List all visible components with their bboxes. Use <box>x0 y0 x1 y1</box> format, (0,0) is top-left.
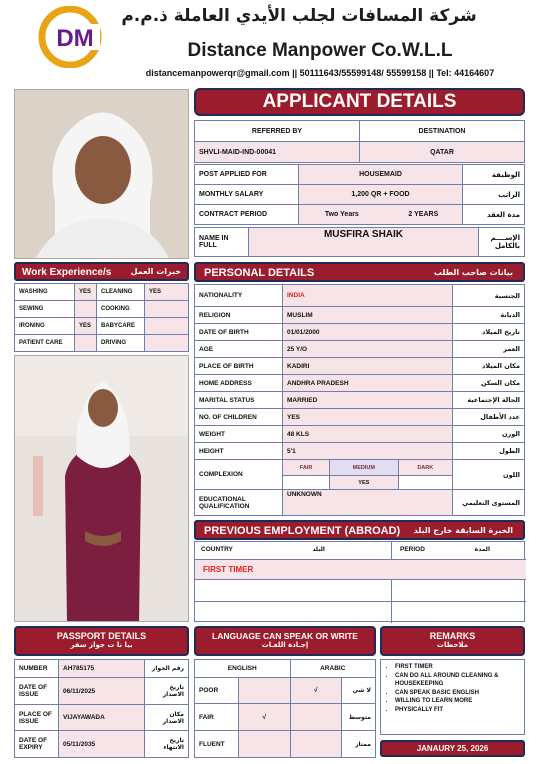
remark-item: • FIRST TIMER <box>395 663 520 672</box>
period-label: PERIOD <box>400 546 425 553</box>
work-skill-mark <box>145 335 189 352</box>
personal-details-title-ar: بيانات صاحب الطلب <box>433 268 513 277</box>
work-skill: CLEANING <box>97 284 145 301</box>
personal-label-ar: عدد الأطفال <box>453 409 525 426</box>
work-skill: BABYCARE <box>97 318 145 335</box>
previous-employment-entry: FIRST TIMER <box>203 565 254 574</box>
work-experience-title: Work Experience/s <box>22 267 112 278</box>
language-header <box>194 626 376 656</box>
previous-employment-title-ar: الخبرة السابقة خارج البلد <box>413 526 513 535</box>
personal-label: NATIONALITY <box>195 285 283 307</box>
passport-details-title: PASSPORT DETAILS <box>56 631 147 641</box>
contract-period-label-ar: مدة العقد <box>463 205 525 225</box>
passport-label: DATE OF EXPIRY <box>15 731 59 758</box>
passport-expiry-date: 05/11/2035 <box>59 731 145 758</box>
personal-label-ar: العمر <box>453 341 525 358</box>
job-table <box>194 164 525 225</box>
country-label: COUNTRY <box>201 546 233 553</box>
company-name-ar: شركة المسافات لجلب الأيدي العاملة ذ.م.م <box>121 6 477 26</box>
language-level-ar: لا شي <box>342 678 376 704</box>
period-label-ar: المدة <box>474 546 490 553</box>
previous-employment-table <box>194 541 525 622</box>
english-mark <box>239 678 291 704</box>
contract-period-years: 2 YEARS <box>385 205 463 225</box>
previous-employment-header <box>194 520 525 540</box>
country-label-ar: البلد <box>312 546 325 553</box>
company-contact: distancemanpowerqr@gmail.com || 50111643/55599148/ 55599158 || Tel: 44164607 <box>145 68 495 78</box>
education-value: UNKNOWN <box>283 490 453 516</box>
salary-label: MONTHLY SALARY <box>195 185 299 205</box>
work-skill-mark <box>75 335 97 352</box>
work-skill-mark <box>145 301 189 318</box>
name-label: NAME IN FULL <box>195 228 249 257</box>
personal-label: WEIGHT <box>195 426 283 443</box>
passport-label: NUMBER <box>15 660 59 678</box>
salary-value: 1,200 QR + FOOD <box>299 185 463 205</box>
weight-value: 48 KLS <box>283 426 453 443</box>
language-title-ar: إجـادة اللغـات <box>261 641 309 649</box>
place-of-birth-value: KADIRI <box>283 358 453 375</box>
language-level: FAIR <box>195 704 239 731</box>
work-skill: COOKING <box>97 301 145 318</box>
personal-label: HEIGHT <box>195 443 283 460</box>
personal-label-ar: مكان السكن <box>453 375 525 392</box>
personal-label-ar: الديانة <box>453 307 525 324</box>
passport-label: DATE OF ISSUE <box>15 678 59 705</box>
height-value: 5'1 <box>283 443 453 460</box>
remark-item: • CAN SPEAK BASIC ENGLISH <box>395 689 520 698</box>
salary-label-ar: الراتب <box>463 185 525 205</box>
date-of-birth-value: 01/01/2000 <box>283 324 453 341</box>
complexion-option-fair: FAIR <box>283 460 330 476</box>
work-skill-mark: YES <box>75 284 97 301</box>
age-value: 25 Y/O <box>283 341 453 358</box>
complexion-option-medium: MEDIUM <box>330 460 398 476</box>
passport-label-ar: مكان الاصدار <box>145 705 189 731</box>
passport-label-ar: رقم الجواز <box>145 660 189 678</box>
work-experience-title-ar: خبرات العمل <box>130 267 181 276</box>
company-logo <box>38 6 112 68</box>
personal-label: AGE <box>195 341 283 358</box>
referred-by-label: REFERRED BY <box>195 121 360 142</box>
personal-label-ar: الجنسية <box>453 285 525 307</box>
language-level-ar: ممتاز <box>342 731 376 758</box>
personal-label-ar: تاريخ الميلاد <box>453 324 525 341</box>
education-label-ar: المستوى التعليمي <box>453 490 525 516</box>
marital-status-value: MARRIED <box>283 392 453 409</box>
name-label-ar: الإســــم بالكامل <box>479 228 525 257</box>
personal-label: MARITAL STATUS <box>195 392 283 409</box>
applicant-details-title: APPLICANT DETAILS <box>194 88 525 116</box>
personal-label-ar: الطول <box>453 443 525 460</box>
language-level: FLUENT <box>195 731 239 758</box>
complexion-option-dark: DARK <box>398 460 452 476</box>
destination-label: DESTINATION <box>360 121 525 142</box>
arabic-mark <box>290 704 342 731</box>
personal-details-header <box>194 262 525 282</box>
passport-label: PLACE OF ISSUE <box>15 705 59 731</box>
passport-label-ar: تاريخ الانتهاء <box>145 731 189 758</box>
language-col-english: ENGLISH <box>195 660 291 678</box>
personal-label-ar: الوزن <box>453 426 525 443</box>
remarks-title-ar: ملاحظات <box>436 641 469 649</box>
applicant-name: MUSFIRA SHAIK <box>249 228 479 257</box>
arabic-mark: √ <box>290 678 342 704</box>
remarks-box <box>380 659 525 735</box>
passport-issue-place: VIJAYAWADA <box>59 705 145 731</box>
passport-label-ar: تاريخ الاصدار <box>145 678 189 705</box>
complexion-mark: YES <box>330 476 398 490</box>
personal-details-title: PERSONAL DETAILS <box>204 267 315 279</box>
passport-number: AH785175 <box>59 660 145 678</box>
work-experience-table <box>14 283 189 352</box>
name-table <box>194 227 525 257</box>
referral-table <box>194 120 525 163</box>
children-value: YES <box>283 409 453 426</box>
passport-details-title-ar: بيا نا ت جواز سفر <box>70 641 133 649</box>
work-skill: DRIVING <box>97 335 145 352</box>
remarks-title: REMARKS <box>429 631 476 641</box>
personal-label: HOME ADDRESS <box>195 375 283 392</box>
language-title: LANGUAGE CAN SPEAK OR WRITE <box>212 631 358 641</box>
referral-code: SHVLI-MAID-IND-00041 <box>195 142 360 163</box>
passport-table <box>14 659 189 758</box>
personal-label: NO. OF CHILDREN <box>195 409 283 426</box>
work-skill-mark <box>145 318 189 335</box>
language-level: POOR <box>195 678 239 704</box>
document-date: JANAURY 25, 2026 <box>380 740 525 757</box>
post-value: HOUSEMAID <box>299 165 463 185</box>
work-skill: PATIENT CARE <box>15 335 75 352</box>
english-mark: √ <box>239 704 291 731</box>
remark-item: • PHYSICALLY FIT <box>395 706 520 715</box>
personal-label-ar: الحالة الإجتماعية <box>453 392 525 409</box>
remark-item: • CAN DO ALL AROUND CLEANING & HOUSEKEEPING <box>395 672 520 689</box>
passport-details-header <box>14 626 189 656</box>
logo-letters: DM <box>56 25 94 52</box>
work-skill: WASHING <box>15 284 75 301</box>
language-table <box>194 659 376 758</box>
religion-value: MUSLIM <box>283 307 453 324</box>
work-skill-mark: YES <box>145 284 189 301</box>
language-level-ar: متوسط <box>342 704 376 731</box>
work-skill-mark: YES <box>75 318 97 335</box>
remark-item: • WILLING TO LEARN MORE <box>395 697 520 706</box>
contract-period-value: Two Years <box>299 205 385 225</box>
language-col-arabic: ARABIC <box>290 660 376 678</box>
work-experience-header <box>14 262 189 281</box>
work-skill-mark <box>75 301 97 318</box>
post-label: POST APPLIED FOR <box>195 165 299 185</box>
nationality-value: INDIA <box>283 285 453 307</box>
company-name-en: Distance Manpower Co.W.L.L <box>187 40 453 61</box>
applicant-full-body-photo <box>14 355 189 622</box>
education-label: EDUCATIONAL QUALIFICATION <box>195 490 283 516</box>
personal-label: RELIGION <box>195 307 283 324</box>
personal-details-table <box>194 284 525 516</box>
home-address-value: ANDHRA PRADESH <box>283 375 453 392</box>
previous-employment-title: PREVIOUS EMPLOYMENT (ABROAD) <box>204 525 401 537</box>
passport-issue-date: 06/11/2025 <box>59 678 145 705</box>
personal-label: PLACE OF BIRTH <box>195 358 283 375</box>
personal-label-ar: مكان الميلاد <box>453 358 525 375</box>
destination-value: QATAR <box>360 142 525 163</box>
contract-period-label: CONTRACT PERIOD <box>195 205 299 225</box>
complexion-label-ar: اللون <box>453 460 525 490</box>
remarks-header <box>380 626 525 656</box>
work-skill: IRONING <box>15 318 75 335</box>
post-label-ar: الوظيفة <box>463 165 525 185</box>
work-skill: SEWING <box>15 301 75 318</box>
complexion-label: COMPLEXION <box>195 460 283 490</box>
personal-label: DATE OF BIRTH <box>195 324 283 341</box>
arabic-mark <box>290 731 342 758</box>
english-mark <box>239 731 291 758</box>
applicant-portrait-photo <box>14 89 189 259</box>
